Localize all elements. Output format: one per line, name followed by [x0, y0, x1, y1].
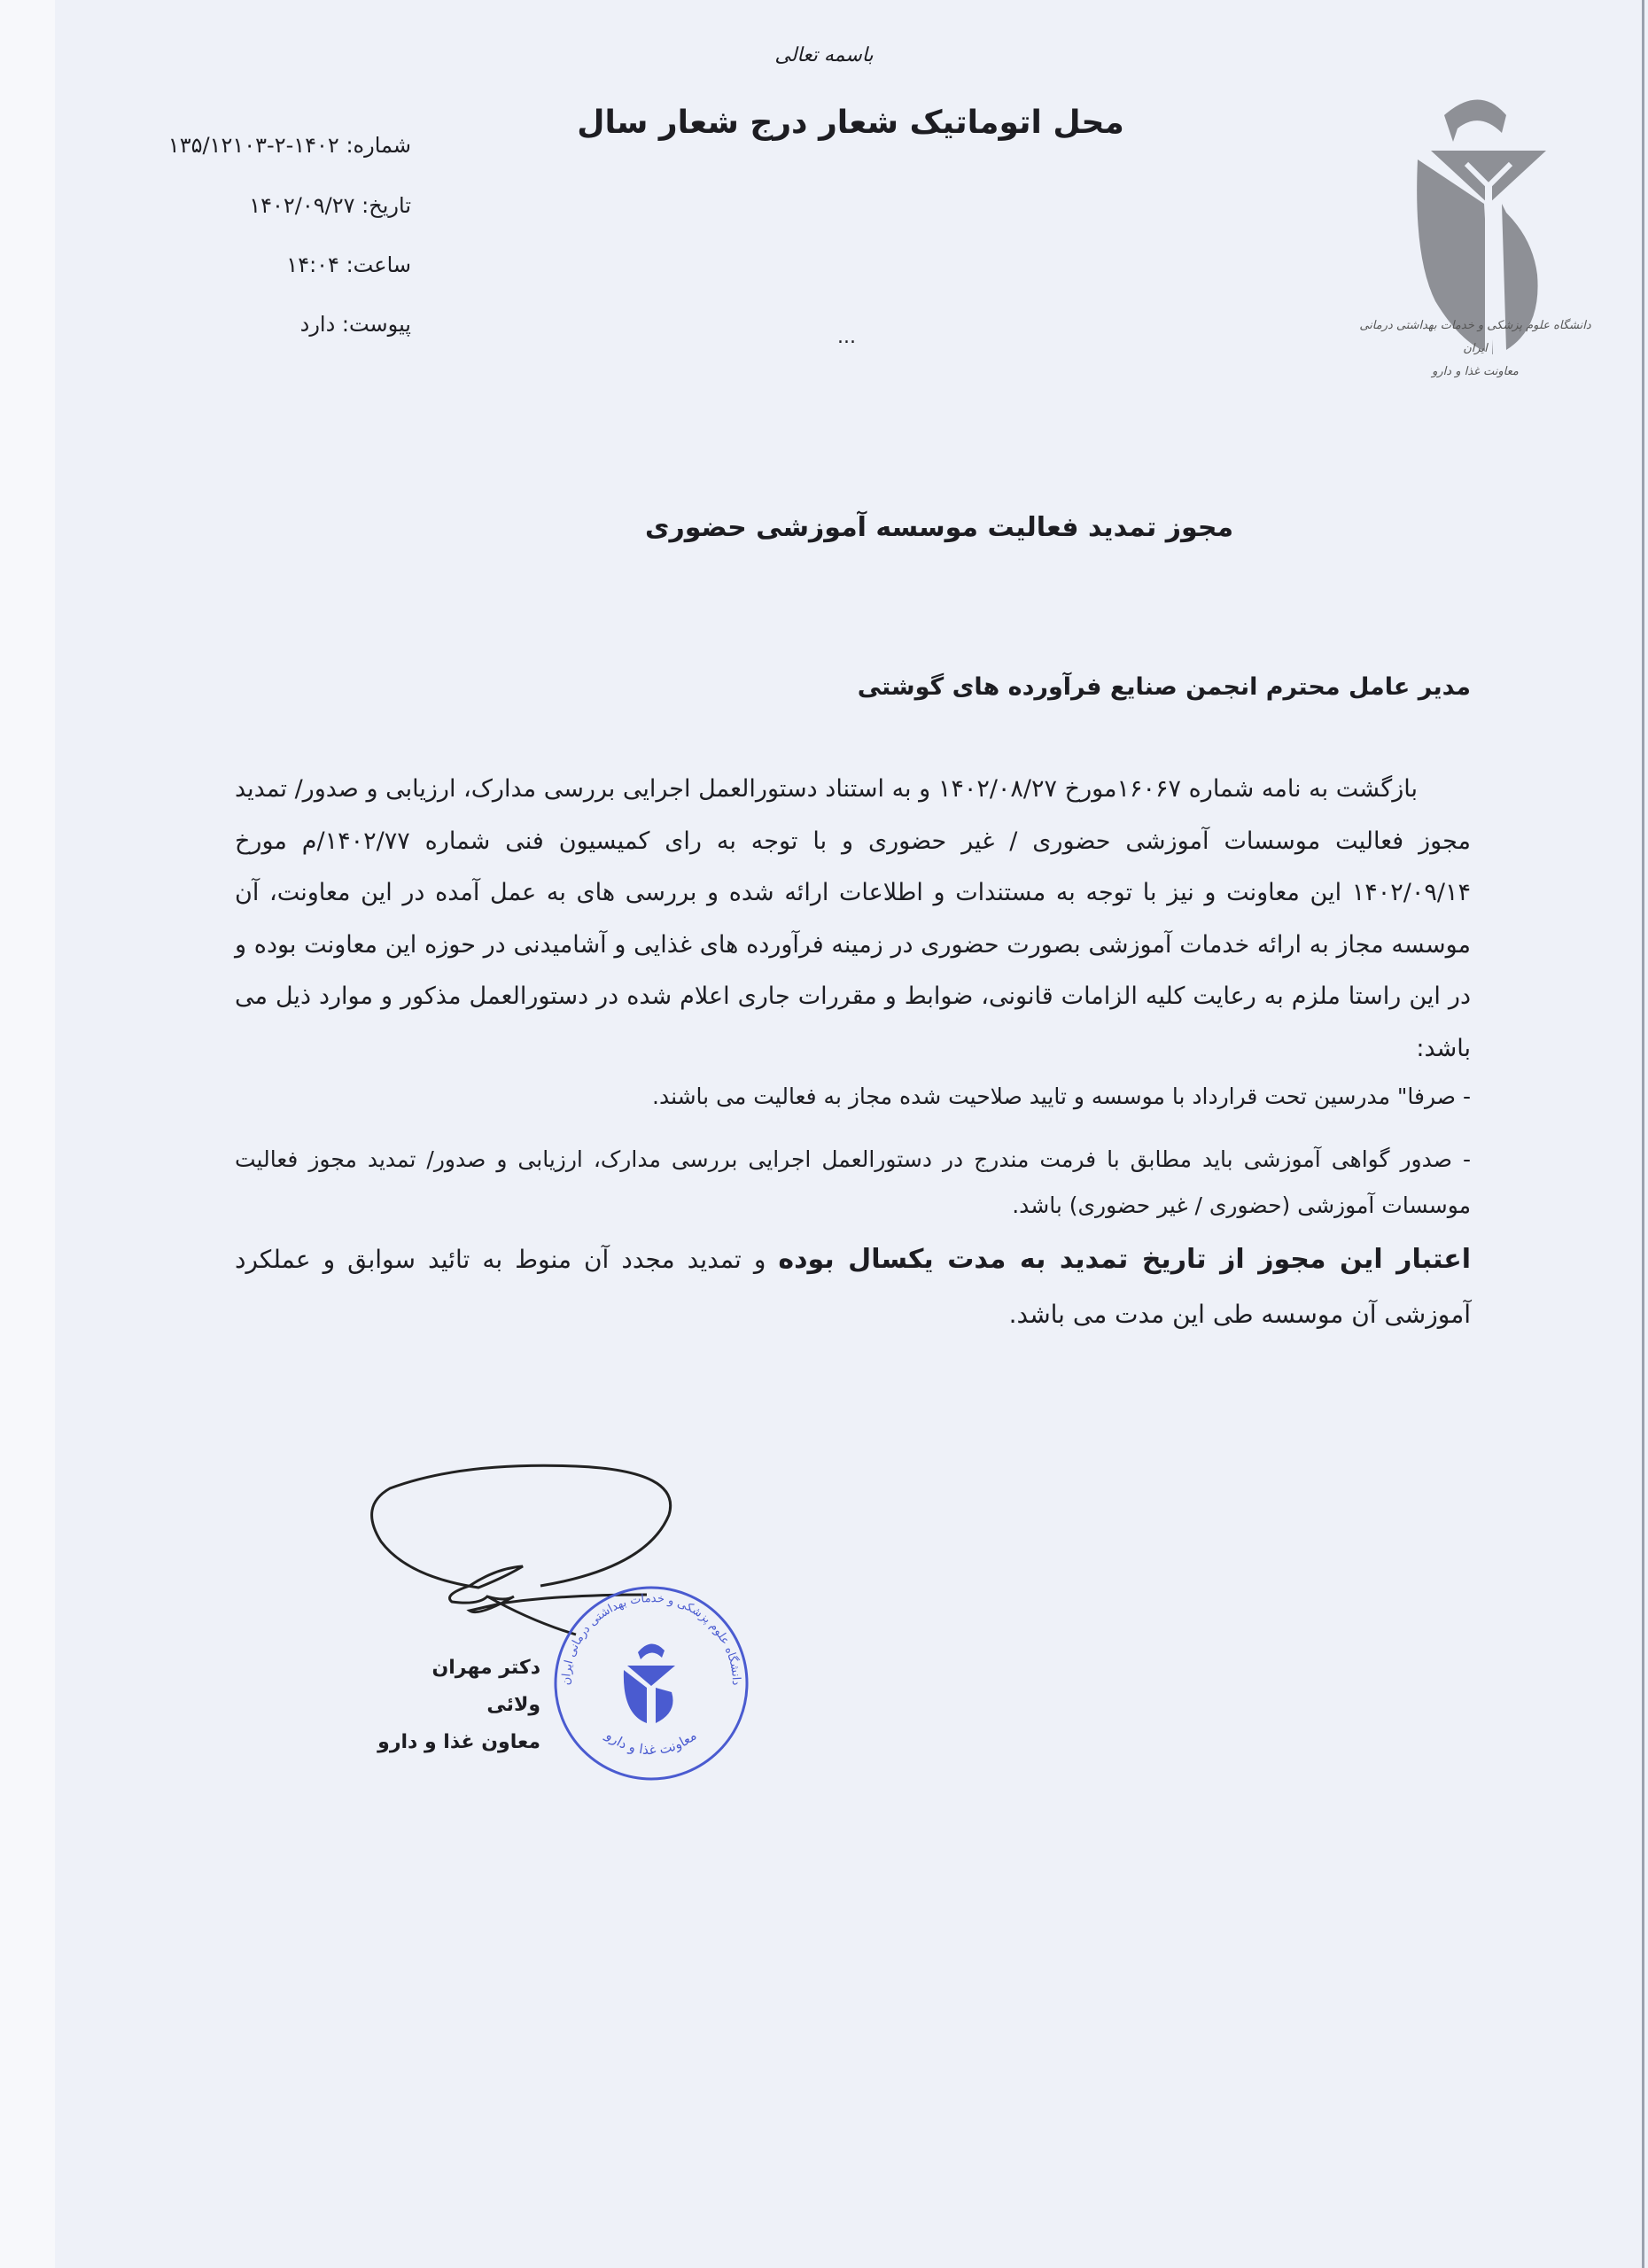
- letter-time: [286, 252, 411, 277]
- logo-caption: [1356, 315, 1595, 384]
- letter-number: [168, 133, 411, 158]
- time-label: ساعت:: [346, 252, 411, 277]
- validity-bold: اعتبار این مجوز از تاریخ تمدید به مدت یکسال بوده: [778, 1244, 1471, 1275]
- scan-edge: [1642, 0, 1644, 2268]
- validity-rest: و تمدید مجدد آن منوط به تائید سوابق و عملکرد آموزشی آن موسسه طی این مدت می باشد.: [235, 1245, 1471, 1329]
- time-value: ۱۴:۰۴: [286, 252, 339, 277]
- letter-subject: مجوز تمدید فعالیت موسسه آموزشی حضوری: [644, 512, 1234, 543]
- signer-block: [372, 1650, 540, 1761]
- date-value: ۱۴۰۲/۰۹/۲۷: [249, 193, 355, 218]
- attachment-value: دارد: [299, 312, 336, 337]
- number-value: ۱۴۰۲-۲-۱۳۵/۱۲۱۰۳: [167, 133, 339, 158]
- date-label: تاریخ:: [361, 193, 411, 218]
- condition-item: - صرفا" مدرسین تحت قرارداد با موسسه و تایید صلاحیت شده مجاز به فعالیت می باشند.: [652, 1084, 1471, 1109]
- letter-attachment: [300, 312, 411, 337]
- stamp-text-top: دانشگاه علوم پزشکی و خدمات بهداشتی درمانی ایران: [559, 1591, 743, 1686]
- body-paragraph: بازگشت به نامه شماره ۱۶۰۶۷مورخ ۱۴۰۲/۰۸/۲۷ و به استناد دستورالعمل اجرایی بررسی مدارک، ارزیابی و صدور/ تمدید مجوز فعالیت موسسات آموزشی حضوری / غیر حضوری و با توجه به رای کمیسیون فنی شماره ۱۴۰۲/۷۷/م مورخ ۱۴۰۲/۰۹/۱۴ این معاونت و نیز با توجه به مستندات و اطلاعات ارائه شده و بررسی های به عمل آمده در این معاونت، آن موسسه مجاز به ارائه خدمات آموزشی بصورت حضوری در زمینه فرآورده های غذایی و آشامیدنی در حوزه این معاونت بوده و در این راستا ملزم به رعایت کلیه الزامات قانونی، ضوابط و مقررات جاری اعلام شده در دستورالعمل مذکور و موارد ذیل می باشد:: [235, 775, 1471, 1062]
- condition-item: - صدور گواهی آموزشی باید مطابق با فرمت مندرج در دستورالعمل اجرایی بررسی مدارک، ارزیابی و صدور/ تمدید مجوز فعالیت موسسات آموزشی (حضوری / غیر حضوری) باشد.: [235, 1146, 1471, 1218]
- svg-text:معاونت غذا و دارو: [602, 1727, 700, 1758]
- signer-title: معاون غذا و دارو: [377, 1731, 540, 1753]
- salutation: مدیر عامل محترم انجمن صنایع فرآورده های گوشتی: [857, 673, 1471, 701]
- number-label: شماره:: [346, 133, 411, 158]
- signer-name: دکتر مهران ولائی: [431, 1657, 540, 1716]
- stamp-logo-icon: [624, 1643, 675, 1723]
- validity-statement: [235, 1232, 1471, 1342]
- letter-content: [235, 764, 1471, 1342]
- attachment-label: پیوست:: [341, 312, 411, 337]
- official-stamp: [549, 1581, 753, 1785]
- bismillah-heading: باسمه تعالی: [774, 44, 874, 66]
- scan-margin: [0, 0, 55, 2268]
- logo-caption-university: دانشگاه علوم پزشکی و خدمات بهداشتی درمانی ایران: [1359, 319, 1591, 355]
- stamp-text-bottom: معاونت غذا و دارو: [602, 1727, 700, 1759]
- year-slogan-placeholder: محل اتوماتیک شعار درج شعار سال: [577, 105, 1124, 141]
- ellipsis: ...: [837, 326, 856, 348]
- logo-caption-department: معاونت غذا و دارو: [1432, 365, 1519, 378]
- letter-date: [249, 193, 411, 218]
